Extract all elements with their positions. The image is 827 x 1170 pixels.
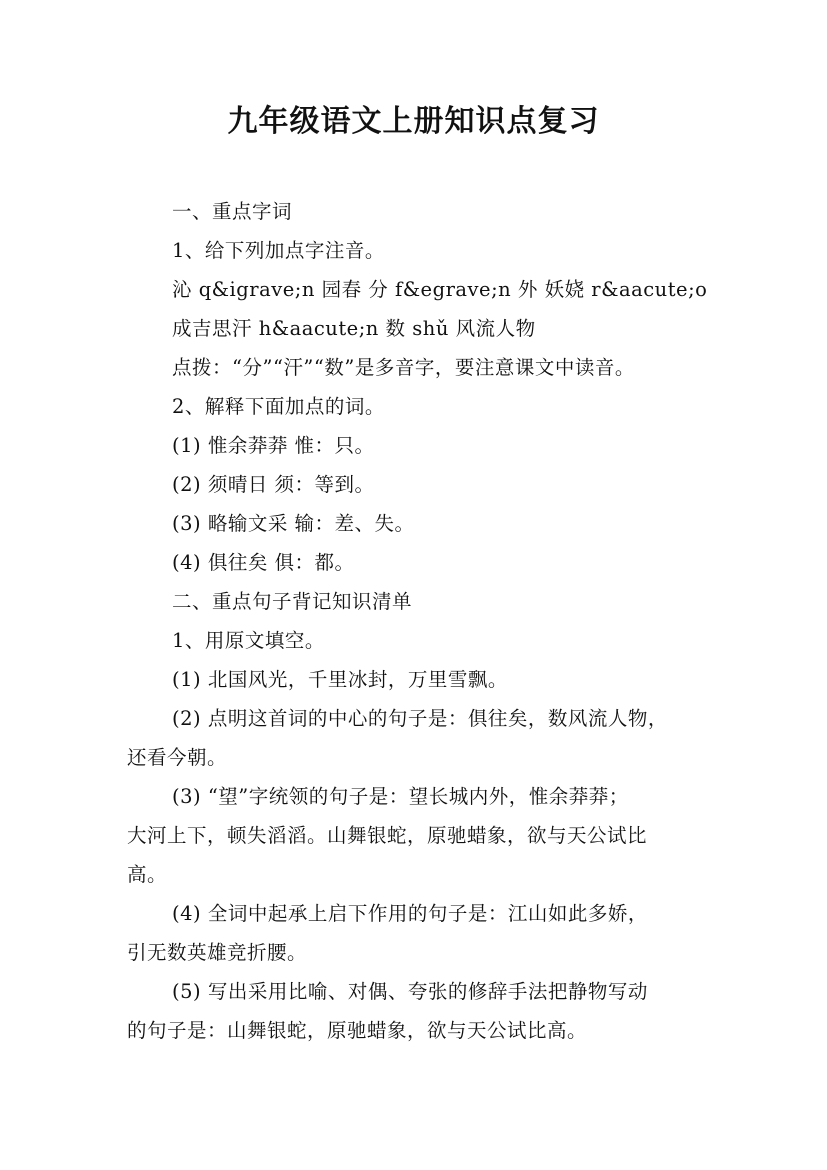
text-line: 还看今朝。 — [127, 746, 228, 769]
text-line: 二、重点句子背记知识清单 — [172, 590, 413, 613]
text-line: (5) 写出采用比喻、对偶、夸张的修辞手法把静物写动 — [172, 980, 648, 1003]
text-line: 大河上下，顿失滔滔。山舞银蛇，原驰蜡象，欲与天公试比 — [127, 824, 648, 847]
text-line: (4) 全词中起承上启下作用的句子是：江山如此多娇， — [172, 902, 648, 925]
page-title: 九年级语文上册知识点复习 — [227, 104, 600, 139]
text-line: 1、用原文填空。 — [172, 629, 325, 652]
text-line: 1、给下列加点字注音。 — [172, 239, 385, 262]
text-line: 的句子是：山舞银蛇，原驰蜡象，欲与天公试比高。 — [127, 1019, 588, 1042]
text-line: (3) 略输文采 输：差、失。 — [172, 512, 415, 535]
text-line: (3) “望”字统领的句子是：望长城内外，惟余莽莽； — [172, 785, 629, 808]
text-line: 一、重点字词 — [172, 200, 293, 223]
text-line: (1) 惟余莽莽 惟：只。 — [172, 434, 375, 457]
text-line: (1) 北国风光，千里冰封，万里雪飘。 — [172, 668, 508, 691]
document-body — [127, 192, 727, 1050]
text-line: 点拨：“分”“汗”“数”是多音字，要注意课文中读音。 — [172, 356, 635, 379]
text-line: 引无数英雄竞折腰。 — [127, 941, 308, 964]
text-line: 沁 q&igrave;n 园春 分 f&egrave;n 外 妖娆 r&aacute;o — [172, 278, 708, 301]
text-line: 高。 — [127, 863, 168, 886]
text-line: (2) 点明这首词的中心的句子是：俱往矣，数风流人物， — [172, 707, 668, 730]
text-line: 2、解释下面加点的词。 — [172, 395, 385, 418]
text-line: (4) 俱往矣 俱：都。 — [172, 551, 355, 574]
text-line: (2) 须晴日 须：等到。 — [172, 473, 375, 496]
text-line: 成吉思汗 h&aacute;n 数 shǔ 风流人物 — [172, 317, 536, 340]
